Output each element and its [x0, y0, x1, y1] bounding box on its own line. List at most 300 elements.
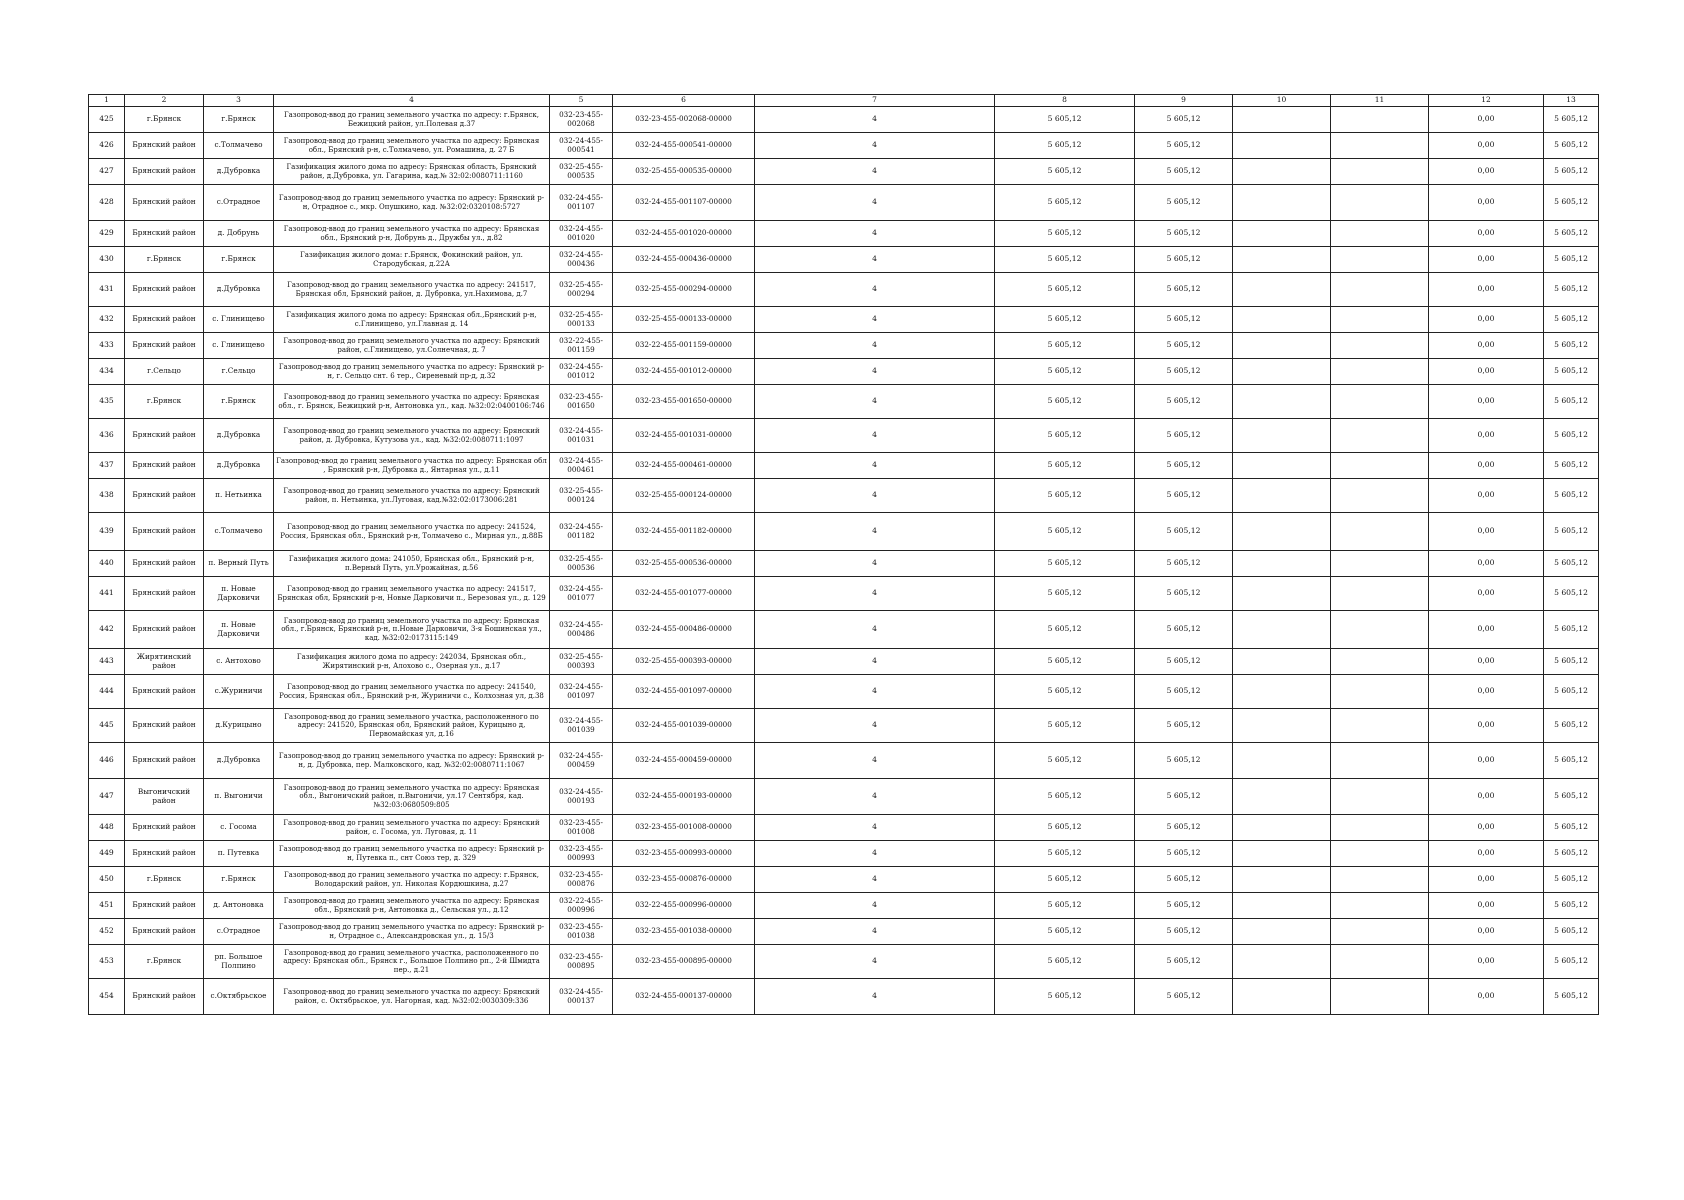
- address-cell: Газопровод-ввод до границ земельного участка по адресу: Брянский р-н, Путевка п., снт Союз тер, д. 329: [274, 841, 550, 867]
- object-code-cell: 032-23-455-001008: [550, 815, 613, 841]
- table-row: [89, 743, 1599, 779]
- col10-cell: [1233, 709, 1331, 743]
- address-cell: Газопровод-ввод до границ земельного участка по адресу: Брянский р-н, г. Сельцо снт. 6 тер., Сиреневый пр-д, д.32: [274, 359, 550, 385]
- col13-amount-cell: 5 605,12: [1544, 551, 1599, 577]
- col11-cell: [1331, 841, 1429, 867]
- col10-cell: [1233, 551, 1331, 577]
- full-code-cell: 032-24-455-001039-00000: [613, 709, 755, 743]
- full-code-cell: 032-24-455-000137-00000: [613, 979, 755, 1015]
- object-code-cell: 032-25-455-000535: [550, 159, 613, 185]
- col12-amount-cell: 0,00: [1429, 333, 1544, 359]
- col10-cell: [1233, 841, 1331, 867]
- col10-cell: [1233, 611, 1331, 649]
- row-number: 436: [89, 419, 125, 453]
- col8-amount-cell: 5 605,12: [995, 307, 1135, 333]
- col8-amount-cell: 5 605,12: [995, 979, 1135, 1015]
- col13-amount-cell: 5 605,12: [1544, 453, 1599, 479]
- col13-amount-cell: 5 605,12: [1544, 867, 1599, 893]
- column-number-10: 10: [1233, 95, 1331, 107]
- address-cell: Газопровод-ввод до границ земельного участка по адресу: 241517, Брянская обл, Брянский район, д. Дубровка, ул.Нахимова, д.7: [274, 273, 550, 307]
- district-cell: г.Брянск: [125, 945, 204, 979]
- col9-amount-cell: 5 605,12: [1135, 453, 1233, 479]
- district-cell: Брянский район: [125, 815, 204, 841]
- column-number-2: 2: [125, 95, 204, 107]
- district-cell: Брянский район: [125, 919, 204, 945]
- col12-amount-cell: 0,00: [1429, 247, 1544, 273]
- object-code-cell: 032-24-455-000459: [550, 743, 613, 779]
- column-number-12: 12: [1429, 95, 1544, 107]
- col10-cell: [1233, 867, 1331, 893]
- col12-amount-cell: 0,00: [1429, 359, 1544, 385]
- col7-cell: 4: [755, 359, 995, 385]
- col10-cell: [1233, 273, 1331, 307]
- address-cell: Газопровод-ввод до границ земельного участка по адресу: Брянская обл., Брянский р-н, Антоновка д., Сельская ул., д.12: [274, 893, 550, 919]
- col7-cell: 4: [755, 419, 995, 453]
- full-code-cell: 032-23-455-001650-00000: [613, 385, 755, 419]
- col8-amount-cell: 5 605,12: [995, 513, 1135, 551]
- col13-amount-cell: 5 605,12: [1544, 247, 1599, 273]
- row-number: 425: [89, 107, 125, 133]
- full-code-cell: 032-24-455-001077-00000: [613, 577, 755, 611]
- col9-amount-cell: 5 605,12: [1135, 649, 1233, 675]
- col12-amount-cell: 0,00: [1429, 577, 1544, 611]
- col13-amount-cell: 5 605,12: [1544, 307, 1599, 333]
- column-number-8: 8: [995, 95, 1135, 107]
- address-cell: Газопровод-ввод до границ земельного участка по адресу: Брянская обл., Брянский р-н, с.Толмачево, ул. Ромашина, д. 27 Б: [274, 133, 550, 159]
- locality-cell: с. Госома: [204, 815, 274, 841]
- district-cell: Брянский район: [125, 419, 204, 453]
- district-cell: г.Брянск: [125, 385, 204, 419]
- row-number: 440: [89, 551, 125, 577]
- col9-amount-cell: 5 605,12: [1135, 307, 1233, 333]
- full-code-cell: 032-24-455-001012-00000: [613, 359, 755, 385]
- district-cell: Брянский район: [125, 453, 204, 479]
- col7-cell: 4: [755, 779, 995, 815]
- col8-amount-cell: 5 605,12: [995, 221, 1135, 247]
- col13-amount-cell: 5 605,12: [1544, 385, 1599, 419]
- col10-cell: [1233, 893, 1331, 919]
- full-code-cell: 032-24-455-000461-00000: [613, 453, 755, 479]
- col7-cell: 4: [755, 841, 995, 867]
- locality-cell: с.Октябрьское: [204, 979, 274, 1015]
- table-row: [89, 979, 1599, 1015]
- col8-amount-cell: 5 605,12: [995, 611, 1135, 649]
- row-number: 442: [89, 611, 125, 649]
- col9-amount-cell: 5 605,12: [1135, 333, 1233, 359]
- col9-amount-cell: 5 605,12: [1135, 979, 1233, 1015]
- col11-cell: [1331, 453, 1429, 479]
- table-row: [89, 385, 1599, 419]
- address-cell: Газопровод-ввод до границ земельного участка по адресу: 241517, Брянская обл, Брянский р-н, Новые Дарковичи п., Березовая ул., д. 129: [274, 577, 550, 611]
- col8-amount-cell: 5 605,12: [995, 159, 1135, 185]
- col13-amount-cell: 5 605,12: [1544, 333, 1599, 359]
- col8-amount-cell: 5 605,12: [995, 453, 1135, 479]
- district-cell: Брянский район: [125, 159, 204, 185]
- locality-cell: г.Брянск: [204, 247, 274, 273]
- col10-cell: [1233, 107, 1331, 133]
- locality-cell: п. Нетьинка: [204, 479, 274, 513]
- table-row: [89, 221, 1599, 247]
- col7-cell: 4: [755, 107, 995, 133]
- col12-amount-cell: 0,00: [1429, 107, 1544, 133]
- column-number-row: [89, 95, 1599, 107]
- table-row: [89, 513, 1599, 551]
- district-cell: Брянский район: [125, 709, 204, 743]
- row-number: 450: [89, 867, 125, 893]
- col8-amount-cell: 5 605,12: [995, 247, 1135, 273]
- col9-amount-cell: 5 605,12: [1135, 945, 1233, 979]
- col7-cell: 4: [755, 709, 995, 743]
- col7-cell: 4: [755, 867, 995, 893]
- col8-amount-cell: 5 605,12: [995, 815, 1135, 841]
- locality-cell: г.Брянск: [204, 867, 274, 893]
- table-row: [89, 649, 1599, 675]
- table-row: [89, 133, 1599, 159]
- col12-amount-cell: 0,00: [1429, 743, 1544, 779]
- row-number: 434: [89, 359, 125, 385]
- col13-amount-cell: 5 605,12: [1544, 221, 1599, 247]
- locality-cell: п. Новые Дарковичи: [204, 611, 274, 649]
- col9-amount-cell: 5 605,12: [1135, 185, 1233, 221]
- col10-cell: [1233, 945, 1331, 979]
- col10-cell: [1233, 649, 1331, 675]
- full-code-cell: 032-23-455-001008-00000: [613, 815, 755, 841]
- col13-amount-cell: 5 605,12: [1544, 577, 1599, 611]
- row-number: 449: [89, 841, 125, 867]
- col11-cell: [1331, 513, 1429, 551]
- col9-amount-cell: 5 605,12: [1135, 221, 1233, 247]
- col12-amount-cell: 0,00: [1429, 385, 1544, 419]
- table-row: [89, 479, 1599, 513]
- col9-amount-cell: 5 605,12: [1135, 815, 1233, 841]
- col12-amount-cell: 0,00: [1429, 649, 1544, 675]
- column-number-9: 9: [1135, 95, 1233, 107]
- col10-cell: [1233, 359, 1331, 385]
- col10-cell: [1233, 159, 1331, 185]
- col9-amount-cell: 5 605,12: [1135, 273, 1233, 307]
- col7-cell: 4: [755, 577, 995, 611]
- col9-amount-cell: 5 605,12: [1135, 159, 1233, 185]
- col13-amount-cell: 5 605,12: [1544, 185, 1599, 221]
- col7-cell: 4: [755, 551, 995, 577]
- col12-amount-cell: 0,00: [1429, 893, 1544, 919]
- locality-cell: с. Глинищево: [204, 333, 274, 359]
- locality-cell: д.Дубровка: [204, 419, 274, 453]
- col7-cell: 4: [755, 247, 995, 273]
- column-number-13: 13: [1544, 95, 1599, 107]
- table-row: [89, 359, 1599, 385]
- col10-cell: [1233, 333, 1331, 359]
- object-code-cell: 032-23-455-000876: [550, 867, 613, 893]
- col11-cell: [1331, 979, 1429, 1015]
- col8-amount-cell: 5 605,12: [995, 893, 1135, 919]
- locality-cell: п. Новые Дарковичи: [204, 577, 274, 611]
- col10-cell: [1233, 743, 1331, 779]
- row-number: 428: [89, 185, 125, 221]
- full-code-cell: 032-24-455-001031-00000: [613, 419, 755, 453]
- col10-cell: [1233, 675, 1331, 709]
- full-code-cell: 032-25-455-000294-00000: [613, 273, 755, 307]
- table-body: [89, 107, 1599, 1015]
- col11-cell: [1331, 551, 1429, 577]
- col9-amount-cell: 5 605,12: [1135, 133, 1233, 159]
- col12-amount-cell: 0,00: [1429, 133, 1544, 159]
- column-number-6: 6: [613, 95, 755, 107]
- full-code-cell: 032-23-455-000895-00000: [613, 945, 755, 979]
- full-code-cell: 032-24-455-000193-00000: [613, 779, 755, 815]
- address-cell: Газопровод-ввод до границ земельного участка по адресу: Брянский район, д. Дубровка, Кутузова ул., кад. №32:02:0080711:1097: [274, 419, 550, 453]
- col11-cell: [1331, 779, 1429, 815]
- object-code-cell: 032-25-455-000393: [550, 649, 613, 675]
- col9-amount-cell: 5 605,12: [1135, 841, 1233, 867]
- locality-cell: с. Глинищево: [204, 307, 274, 333]
- object-code-cell: 032-23-455-000993: [550, 841, 613, 867]
- full-code-cell: 032-23-455-000993-00000: [613, 841, 755, 867]
- col9-amount-cell: 5 605,12: [1135, 611, 1233, 649]
- full-code-cell: 032-25-455-000393-00000: [613, 649, 755, 675]
- col7-cell: 4: [755, 675, 995, 709]
- col8-amount-cell: 5 605,12: [995, 551, 1135, 577]
- full-code-cell: 032-25-455-000133-00000: [613, 307, 755, 333]
- col10-cell: [1233, 779, 1331, 815]
- col13-amount-cell: 5 605,12: [1544, 273, 1599, 307]
- col13-amount-cell: 5 605,12: [1544, 649, 1599, 675]
- col9-amount-cell: 5 605,12: [1135, 419, 1233, 453]
- full-code-cell: 032-25-455-000536-00000: [613, 551, 755, 577]
- object-code-cell: 032-24-455-001039: [550, 709, 613, 743]
- object-code-cell: 032-25-455-000124: [550, 479, 613, 513]
- col11-cell: [1331, 611, 1429, 649]
- district-cell: Брянский район: [125, 221, 204, 247]
- col8-amount-cell: 5 605,12: [995, 841, 1135, 867]
- table-row: [89, 185, 1599, 221]
- row-number: 435: [89, 385, 125, 419]
- district-cell: Выгоничский район: [125, 779, 204, 815]
- col9-amount-cell: 5 605,12: [1135, 577, 1233, 611]
- column-number-4: 4: [274, 95, 550, 107]
- object-code-cell: 032-22-455-000996: [550, 893, 613, 919]
- table-row: [89, 893, 1599, 919]
- col8-amount-cell: 5 605,12: [995, 743, 1135, 779]
- table-row: [89, 867, 1599, 893]
- table-row: [89, 333, 1599, 359]
- table-row: [89, 709, 1599, 743]
- object-code-cell: 032-24-455-001077: [550, 577, 613, 611]
- locality-cell: с.Толмачево: [204, 513, 274, 551]
- table-row: [89, 159, 1599, 185]
- row-number: 430: [89, 247, 125, 273]
- col11-cell: [1331, 159, 1429, 185]
- object-code-cell: 032-23-455-000895: [550, 945, 613, 979]
- col10-cell: [1233, 479, 1331, 513]
- col9-amount-cell: 5 605,12: [1135, 385, 1233, 419]
- col8-amount-cell: 5 605,12: [995, 919, 1135, 945]
- row-number: 438: [89, 479, 125, 513]
- col12-amount-cell: 0,00: [1429, 419, 1544, 453]
- col12-amount-cell: 0,00: [1429, 221, 1544, 247]
- object-code-cell: 032-25-455-000294: [550, 273, 613, 307]
- col7-cell: 4: [755, 185, 995, 221]
- full-code-cell: 032-25-455-000124-00000: [613, 479, 755, 513]
- col13-amount-cell: 5 605,12: [1544, 675, 1599, 709]
- col13-amount-cell: 5 605,12: [1544, 743, 1599, 779]
- col12-amount-cell: 0,00: [1429, 815, 1544, 841]
- locality-cell: с.Журиничи: [204, 675, 274, 709]
- col12-amount-cell: 0,00: [1429, 185, 1544, 221]
- col7-cell: 4: [755, 945, 995, 979]
- col13-amount-cell: 5 605,12: [1544, 513, 1599, 551]
- col10-cell: [1233, 185, 1331, 221]
- col8-amount-cell: 5 605,12: [995, 385, 1135, 419]
- col9-amount-cell: 5 605,12: [1135, 743, 1233, 779]
- district-cell: Жирятинский район: [125, 649, 204, 675]
- row-number: 448: [89, 815, 125, 841]
- col7-cell: 4: [755, 273, 995, 307]
- col8-amount-cell: 5 605,12: [995, 185, 1135, 221]
- col12-amount-cell: 0,00: [1429, 611, 1544, 649]
- col11-cell: [1331, 919, 1429, 945]
- address-cell: Газопровод-ввод до границ земельного участка по адресу: Брянская обл., г.Брянск, Брянский р-н, п.Новые Дарковичи, 3-я Бошинская ул., кад. №32:02:0173115:149: [274, 611, 550, 649]
- object-code-cell: 032-24-455-001182: [550, 513, 613, 551]
- address-cell: Газопровод-ввод до границ земельного участка по адресу: Брянская обл , Брянский р-н, Дубровка д., Янтарная ул., д.11: [274, 453, 550, 479]
- address-cell: Газопровод-ввод до границ земельного участка по адресу: 241540, Россия, Брянская обл., Брянский р-н, Журиничи с., Колхозная ул, д.38: [274, 675, 550, 709]
- col13-amount-cell: 5 605,12: [1544, 841, 1599, 867]
- col7-cell: 4: [755, 333, 995, 359]
- table-row: [89, 577, 1599, 611]
- col12-amount-cell: 0,00: [1429, 841, 1544, 867]
- row-number: 453: [89, 945, 125, 979]
- address-cell: Газопровод-ввод до границ земельного участка по адресу: Брянский район, с. Октябрьское, ул. Нагорная, кад. №32:02:0030309:336: [274, 979, 550, 1015]
- col13-amount-cell: 5 605,12: [1544, 133, 1599, 159]
- col11-cell: [1331, 185, 1429, 221]
- row-number: 444: [89, 675, 125, 709]
- row-number: 431: [89, 273, 125, 307]
- full-code-cell: 032-22-455-000996-00000: [613, 893, 755, 919]
- locality-cell: д.Дубровка: [204, 743, 274, 779]
- row-number: 452: [89, 919, 125, 945]
- registry-table: [88, 94, 1599, 1015]
- col7-cell: 4: [755, 221, 995, 247]
- col11-cell: [1331, 133, 1429, 159]
- col10-cell: [1233, 307, 1331, 333]
- col13-amount-cell: 5 605,12: [1544, 159, 1599, 185]
- col11-cell: [1331, 359, 1429, 385]
- col8-amount-cell: 5 605,12: [995, 945, 1135, 979]
- col9-amount-cell: 5 605,12: [1135, 513, 1233, 551]
- col10-cell: [1233, 419, 1331, 453]
- col13-amount-cell: 5 605,12: [1544, 709, 1599, 743]
- object-code-cell: 032-24-455-001107: [550, 185, 613, 221]
- col7-cell: 4: [755, 479, 995, 513]
- row-number: 429: [89, 221, 125, 247]
- address-cell: Газопровод-ввод до границ земельного участка по адресу: Брянский район, п. Нетьинка, ул.Луговая, кад.№32:02:0173006:281: [274, 479, 550, 513]
- column-number-11: 11: [1331, 95, 1429, 107]
- object-code-cell: 032-24-455-000137: [550, 979, 613, 1015]
- col11-cell: [1331, 307, 1429, 333]
- col8-amount-cell: 5 605,12: [995, 133, 1135, 159]
- object-code-cell: 032-24-455-001020: [550, 221, 613, 247]
- col12-amount-cell: 0,00: [1429, 479, 1544, 513]
- row-number: 426: [89, 133, 125, 159]
- col12-amount-cell: 0,00: [1429, 273, 1544, 307]
- column-number-3: 3: [204, 95, 274, 107]
- table-row: [89, 945, 1599, 979]
- district-cell: Брянский район: [125, 675, 204, 709]
- full-code-cell: 032-24-455-000486-00000: [613, 611, 755, 649]
- full-code-cell: 032-24-455-001097-00000: [613, 675, 755, 709]
- col11-cell: [1331, 419, 1429, 453]
- row-number: 441: [89, 577, 125, 611]
- col8-amount-cell: 5 605,12: [995, 419, 1135, 453]
- district-cell: Брянский район: [125, 307, 204, 333]
- district-cell: Брянский район: [125, 979, 204, 1015]
- object-code-cell: 032-25-455-000536: [550, 551, 613, 577]
- object-code-cell: 032-23-455-001650: [550, 385, 613, 419]
- col7-cell: 4: [755, 453, 995, 479]
- row-number: 446: [89, 743, 125, 779]
- district-cell: Брянский район: [125, 185, 204, 221]
- col13-amount-cell: 5 605,12: [1544, 419, 1599, 453]
- full-code-cell: 032-23-455-000876-00000: [613, 867, 755, 893]
- address-cell: Газопровод-ввод до границ земельного участка по адресу: Брянский район, с. Госома, ул. Луговая, д. 11: [274, 815, 550, 841]
- col10-cell: [1233, 979, 1331, 1015]
- col11-cell: [1331, 247, 1429, 273]
- table-row: [89, 307, 1599, 333]
- full-code-cell: 032-24-455-001107-00000: [613, 185, 755, 221]
- col7-cell: 4: [755, 513, 995, 551]
- col9-amount-cell: 5 605,12: [1135, 919, 1233, 945]
- row-number: 427: [89, 159, 125, 185]
- address-cell: Газопровод-ввод до границ земельного участка по адресу: Брянская обл., г. Брянск, Бежицкий р-н, Антоновка ул., кад. №32:02:0400106:746: [274, 385, 550, 419]
- row-number: 437: [89, 453, 125, 479]
- col10-cell: [1233, 577, 1331, 611]
- col9-amount-cell: 5 605,12: [1135, 107, 1233, 133]
- full-code-cell: 032-23-455-002068-00000: [613, 107, 755, 133]
- col13-amount-cell: 5 605,12: [1544, 479, 1599, 513]
- locality-cell: с.Толмачево: [204, 133, 274, 159]
- full-code-cell: 032-22-455-001159-00000: [613, 333, 755, 359]
- object-code-cell: 032-23-455-002068: [550, 107, 613, 133]
- district-cell: г.Сельцо: [125, 359, 204, 385]
- col11-cell: [1331, 675, 1429, 709]
- col11-cell: [1331, 649, 1429, 675]
- col11-cell: [1331, 479, 1429, 513]
- col11-cell: [1331, 221, 1429, 247]
- col13-amount-cell: 5 605,12: [1544, 779, 1599, 815]
- object-code-cell: 032-25-455-000133: [550, 307, 613, 333]
- col12-amount-cell: 0,00: [1429, 919, 1544, 945]
- full-code-cell: 032-23-455-001038-00000: [613, 919, 755, 945]
- col7-cell: 4: [755, 815, 995, 841]
- col7-cell: 4: [755, 893, 995, 919]
- locality-cell: г.Брянск: [204, 107, 274, 133]
- col11-cell: [1331, 273, 1429, 307]
- address-cell: Газопровод-ввод до границ земельного участка по адресу: Брянский р-н, Отрадное с., мкр. Опушкино, кад. №32:02:0320108:5727: [274, 185, 550, 221]
- district-cell: Брянский район: [125, 133, 204, 159]
- col10-cell: [1233, 815, 1331, 841]
- col11-cell: [1331, 893, 1429, 919]
- address-cell: Газопровод-ввод до границ земельного участка по адресу: Брянская обл., Выгоничский район, п.Выгоничи, ул.17 Сентября, кад. №32:03:0680509:805: [274, 779, 550, 815]
- col10-cell: [1233, 221, 1331, 247]
- col13-amount-cell: 5 605,12: [1544, 359, 1599, 385]
- row-number: 454: [89, 979, 125, 1015]
- object-code-cell: 032-24-455-001031: [550, 419, 613, 453]
- col8-amount-cell: 5 605,12: [995, 273, 1135, 307]
- col11-cell: [1331, 333, 1429, 359]
- col10-cell: [1233, 513, 1331, 551]
- col11-cell: [1331, 107, 1429, 133]
- col11-cell: [1331, 945, 1429, 979]
